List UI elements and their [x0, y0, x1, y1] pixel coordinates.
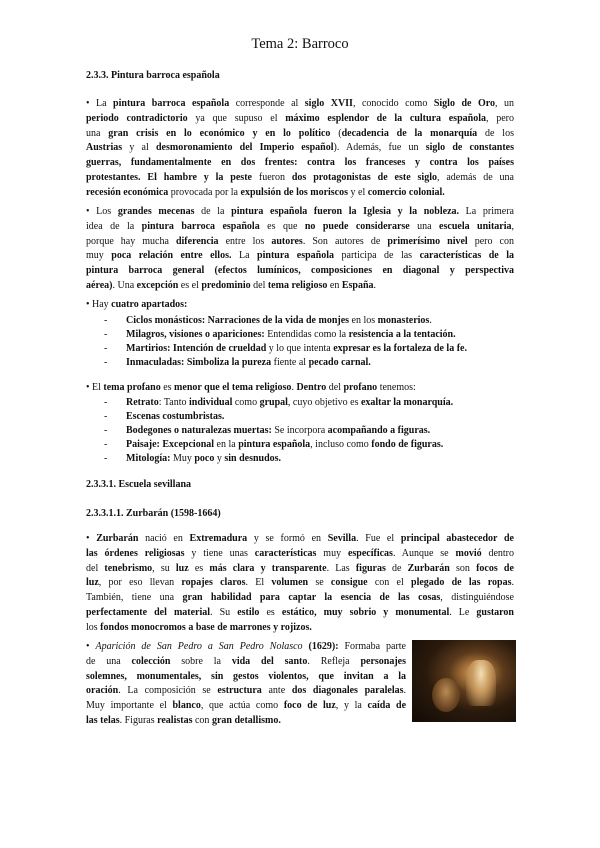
bold-text: características de la — [419, 250, 515, 262]
italic-text: Aparición de San Pedro a San Pedro Nolasco — [95, 641, 303, 652]
bold-text: luz — [175, 562, 189, 574]
bold-text: siglo XVII — [304, 98, 353, 109]
plain-text: con — [192, 714, 212, 726]
bold-text: acompañando a figuras. — [327, 425, 431, 436]
bold-text: grupal — [259, 397, 288, 408]
plain-text: es que — [259, 220, 305, 232]
plain-text: de una — [86, 655, 132, 667]
bold-text: ropajes claros — [181, 577, 246, 589]
plain-text: , y la — [335, 700, 368, 712]
plain-text: en la — [214, 439, 239, 450]
plain-text: dentro — [481, 547, 515, 559]
plain-text: ya que supuso el — [187, 112, 286, 124]
plain-text: de — [385, 562, 408, 574]
plain-text: . Figuras — [119, 714, 158, 726]
plain-text: ( — [330, 127, 342, 139]
bold-text: gran crisis en lo económico y en lo político — [108, 127, 331, 139]
plain-text: . — [511, 577, 514, 589]
bold-text: profano — [343, 382, 378, 393]
plain-text: una — [86, 127, 109, 139]
bold-text: máximo esplendor de la cultura española — [285, 112, 486, 124]
bold-text: exaltar la monarquía. — [360, 397, 454, 408]
plain-text: se — [308, 577, 331, 589]
plain-text: es — [259, 606, 282, 618]
plain-text: . — [291, 382, 297, 393]
plain-text: • — [86, 641, 96, 652]
bold-text: perfectamente del material — [86, 606, 211, 618]
paragraph-zurbaran — [86, 532, 514, 636]
paragraph-aparicion — [86, 640, 406, 729]
text-line — [86, 684, 406, 699]
bold-text: estructura — [217, 685, 262, 697]
plain-text: . El — [245, 577, 272, 589]
bold-text: pintura española — [257, 250, 335, 262]
plain-text: La — [231, 250, 258, 262]
plain-text: . Refleja — [307, 655, 361, 667]
text-line — [86, 97, 514, 112]
plain-text: es el — [178, 279, 202, 291]
bold-text: solemnes, monumentales, sin gestos violentos, que invitan a la — [86, 670, 406, 682]
plain-text: • Los — [86, 206, 118, 217]
bold-text: dos diagonales paralelas — [291, 685, 404, 697]
plain-text: • La — [86, 98, 114, 109]
plain-text: participa de las — [334, 250, 420, 262]
text-line — [86, 576, 514, 591]
text-line — [86, 205, 514, 220]
bold-text: más clara y transparente — [209, 562, 327, 574]
text-line — [86, 655, 406, 670]
plain-text: Se incorpora — [271, 425, 328, 436]
plain-text: Muy importante el — [86, 700, 173, 712]
plain-text: , por eso llevan — [98, 577, 182, 589]
plain-text: ). Además, fue un — [333, 142, 426, 154]
plain-text: . La composición se — [118, 685, 218, 697]
plain-text: y lo que intenta — [266, 343, 334, 354]
bold-text: Mitología: — [126, 453, 171, 464]
bold-text: poca relación entre ellos. — [111, 250, 232, 262]
bold-text: pintura barroca española — [113, 98, 230, 109]
list-item — [86, 328, 467, 342]
page-title: Tema 2: Barroco — [251, 36, 349, 52]
bold-text: gustaron — [476, 606, 514, 618]
plain-text: es — [188, 562, 210, 574]
bold-text: comercio colonial. — [367, 186, 445, 198]
plain-text: . — [429, 315, 432, 326]
list-item — [86, 438, 453, 452]
plain-text: fiente al — [271, 357, 309, 368]
bold-text: sin desnudos. — [224, 453, 282, 464]
plain-text: , cuyo objetivo es — [287, 397, 361, 408]
plain-text: , además de una — [436, 171, 514, 183]
bold-text: blanco — [172, 700, 201, 712]
bold-text: consigue — [330, 577, 368, 589]
text-line — [86, 621, 514, 636]
bold-text: personajes — [360, 655, 406, 667]
bold-text: pintura barroca general (efectos lumínicos, composiciones en diagonal y perspectiva — [86, 265, 514, 277]
bold-text: específicas — [347, 547, 393, 559]
text-line — [86, 606, 514, 621]
list-item — [86, 342, 467, 356]
bold-text: no puede considerarse — [304, 220, 410, 232]
bold-text: tema profano — [103, 382, 161, 393]
bold-text: primerísimo nivel — [387, 235, 468, 247]
text-line — [86, 562, 514, 577]
list-religious-themes — [86, 314, 467, 370]
bold-text: Siglo de Oro — [433, 98, 495, 109]
paragraph-tema-profano — [86, 381, 514, 396]
plain-text: , que actúa como — [200, 700, 284, 712]
text-line — [86, 532, 514, 547]
plain-text: . Son autores de — [302, 235, 388, 247]
paragraph-intro — [86, 97, 514, 201]
bold-text: movió — [455, 547, 482, 559]
bold-text: gran detallismo. — [211, 714, 281, 726]
plain-text: una — [409, 220, 440, 232]
bold-text: recesión económica — [86, 186, 169, 198]
bold-text: periodo contradictorio — [86, 112, 188, 124]
text-line — [86, 127, 514, 142]
plain-text: , conocido como — [352, 98, 434, 109]
bold-text: Escenas costumbristas. — [126, 411, 225, 422]
bold-text: vida del santo — [231, 655, 308, 667]
plain-text: y — [214, 453, 225, 464]
bold-text: diferencia — [175, 235, 219, 247]
plain-text: , incluso como — [310, 439, 372, 450]
bold-text: Martirios: Intención de crueldad — [126, 343, 267, 354]
bold-text: individual — [189, 397, 233, 408]
plain-text: La primera — [459, 206, 514, 217]
bold-text: Zurbarán — [407, 562, 450, 574]
bold-text: tenebrismo — [104, 562, 153, 574]
text-line — [86, 235, 514, 250]
plain-text: . Las — [326, 562, 356, 574]
bold-text: pintura española — [238, 439, 311, 450]
plain-text: y se formó en — [247, 533, 328, 544]
plain-text: provocada por la — [168, 186, 241, 198]
bold-text: siglo de constantes — [425, 142, 514, 154]
list-item — [86, 452, 453, 466]
bold-text: autores — [271, 235, 303, 247]
text-line — [86, 141, 514, 156]
plain-text: entre los — [218, 235, 272, 247]
bold-text: fondo de figuras. — [371, 439, 444, 450]
bold-text: resistencia a la tentación. — [348, 329, 456, 340]
section-heading-escuela-sevillana: 2.3.3.1. Escuela sevillana — [86, 479, 192, 490]
bold-text: caída de — [367, 700, 407, 712]
paragraph-cuatro-apartados — [86, 298, 514, 313]
painting-figure-kneeling — [432, 678, 460, 712]
bold-text: excepción — [136, 279, 179, 291]
plain-text: . — [373, 279, 377, 291]
text-line — [86, 264, 514, 279]
bold-text: estilo — [237, 606, 260, 618]
bold-text: (1629): — [308, 641, 339, 652]
plain-text: con el — [367, 577, 412, 589]
bold-text: volumen — [271, 577, 309, 589]
plain-text: y tiene unas — [184, 547, 255, 559]
bold-text: focos de — [476, 562, 514, 574]
bold-text: pintura española fueron la Iglesia y la nobleza. — [231, 206, 460, 217]
bold-text: Retrato — [126, 397, 159, 408]
plain-text: : Tanto — [158, 397, 189, 408]
text-line — [86, 670, 406, 685]
plain-text: corresponde al — [229, 98, 305, 109]
text-line — [86, 640, 406, 655]
bold-text: las órdenes religiosas — [86, 547, 185, 559]
bold-text: plegado de las ropas — [411, 577, 512, 589]
plain-text: fueron — [251, 171, 292, 183]
paragraph-mecenas — [86, 205, 514, 294]
list-item — [86, 314, 467, 328]
section-heading-zurbaran: 2.3.3.1.1. Zurbarán (1598-1664) — [86, 508, 221, 519]
bold-text: tema religioso — [267, 279, 328, 291]
plain-text: , su — [152, 562, 176, 574]
bold-text: escuela unitaria — [439, 220, 512, 232]
plain-text: . Su — [210, 606, 238, 618]
plain-text: del — [326, 382, 344, 393]
plain-text: También, tiene una — [86, 592, 183, 604]
plain-text: • Hay — [86, 299, 112, 310]
bold-text: las telas — [86, 714, 120, 726]
plain-text: de los — [477, 127, 514, 139]
text-line — [86, 279, 514, 294]
text-line — [86, 112, 514, 127]
painting-thumbnail — [412, 640, 516, 722]
plain-text: en — [327, 279, 342, 291]
bold-text: figuras — [355, 562, 386, 574]
plain-text: idea de la — [86, 220, 142, 232]
text-line — [86, 591, 514, 606]
plain-text: porque hay mucha — [86, 235, 176, 247]
plain-text: , distinguiéndose — [440, 592, 514, 604]
plain-text: , un — [494, 98, 514, 109]
bold-text: luz — [86, 577, 99, 589]
plain-text: sobre la — [170, 655, 232, 667]
text-line — [86, 186, 514, 201]
bold-text: Zurbarán — [96, 533, 139, 544]
painting-figure-apparition — [466, 660, 496, 706]
plain-text: . Una — [112, 279, 137, 291]
plain-text: y el — [348, 186, 368, 198]
plain-text: • El — [86, 382, 104, 393]
text-line — [86, 156, 514, 171]
plain-text: son — [449, 562, 477, 574]
text-line — [86, 249, 514, 264]
bold-text: aérea) — [86, 279, 113, 291]
plain-text: , — [511, 220, 514, 232]
bold-text: Ciclos monásticos: Narraciones de la vida de monjes — [126, 315, 350, 326]
text-line — [86, 714, 406, 729]
plain-text: los — [86, 621, 101, 633]
bold-text: cuatro apartados: — [111, 299, 188, 310]
plain-text: ante — [261, 685, 292, 697]
bold-text: Bodegones o naturalezas muertas: — [126, 425, 272, 436]
list-item — [86, 424, 453, 438]
bold-text: expulsión de los moriscos — [240, 186, 349, 198]
bold-text: monasterios — [377, 315, 430, 326]
plain-text: muy — [86, 250, 112, 262]
bold-text: predominio — [201, 279, 251, 291]
plain-text: nació en — [138, 533, 190, 544]
bold-text: poco — [194, 453, 215, 464]
plain-text: Formaba parte — [338, 641, 406, 652]
plain-text: Entendidas como la — [264, 329, 349, 340]
plain-text: del — [86, 562, 105, 574]
plain-text: , pero — [485, 112, 514, 124]
bold-text: oración — [86, 685, 119, 697]
list-profane-themes — [86, 396, 453, 466]
list-item — [86, 410, 453, 424]
bold-text: características — [254, 547, 317, 559]
bold-text: dos protagonistas de este siglo — [291, 171, 437, 183]
bold-text: guerras, fundamentalmente en dos frentes: contra los franceses y contra los países — [86, 157, 514, 169]
plain-text: . Le — [449, 606, 477, 618]
bold-text: expresar es la fortaleza de la fe. — [333, 343, 467, 354]
plain-text: pero con — [467, 235, 514, 247]
bold-text: colección — [131, 655, 171, 667]
section-heading-2-3-3: 2.3.3. Pintura barroca española — [86, 70, 220, 81]
plain-text: como — [232, 397, 260, 408]
plain-text: muy — [316, 547, 348, 559]
bold-text: Milagros, visiones o apariciones: — [126, 329, 265, 340]
text-line — [86, 220, 514, 235]
text-line — [86, 171, 514, 186]
plain-text: Muy — [170, 453, 195, 464]
bold-text: protestantes. El hambre y la peste — [86, 171, 252, 183]
bold-text: Dentro — [296, 382, 327, 393]
plain-text: . — [403, 685, 406, 697]
bold-text: pintura barroca española — [141, 220, 260, 232]
bold-text: Extremadura — [189, 533, 248, 544]
bold-text: Sevilla — [327, 533, 357, 544]
bold-text: España — [341, 279, 374, 291]
bold-text: foco de luz — [283, 700, 336, 712]
plain-text: . Aunque se — [392, 547, 456, 559]
bold-text: Inmaculadas: Simboliza la pureza — [126, 357, 272, 368]
bold-text: principal abastecedor de — [400, 533, 514, 544]
bold-text: decadencia de la monarquía — [341, 127, 478, 139]
bold-text: Austrias — [86, 142, 123, 154]
plain-text: de la — [194, 206, 232, 217]
plain-text: . Fue el — [356, 533, 401, 544]
bold-text: grandes mecenas — [117, 206, 195, 217]
bold-text: estático, muy sobrio y monumental — [281, 606, 450, 618]
plain-text: del — [250, 279, 268, 291]
bold-text: realistas — [157, 714, 193, 726]
bold-text: desmoronamiento del Imperio español — [155, 142, 334, 154]
list-item — [86, 356, 467, 370]
bold-text: fondos monocromos a base de marrones y rojizos. — [100, 621, 312, 633]
plain-text: y al — [122, 142, 156, 154]
text-line — [86, 699, 406, 714]
text-line — [86, 547, 514, 562]
plain-text: es — [160, 382, 175, 393]
plain-text: tenemos: — [377, 382, 416, 393]
bold-text: gran habilidad para captar la esencia de las cosas — [182, 592, 441, 604]
plain-text: en los — [349, 315, 378, 326]
bold-text: pecado carnal. — [308, 357, 371, 368]
bold-text: menor que el tema religioso — [174, 382, 292, 393]
plain-text: • — [86, 533, 97, 544]
bold-text: Paisaje: Excepcional — [126, 439, 215, 450]
list-item — [86, 396, 453, 410]
